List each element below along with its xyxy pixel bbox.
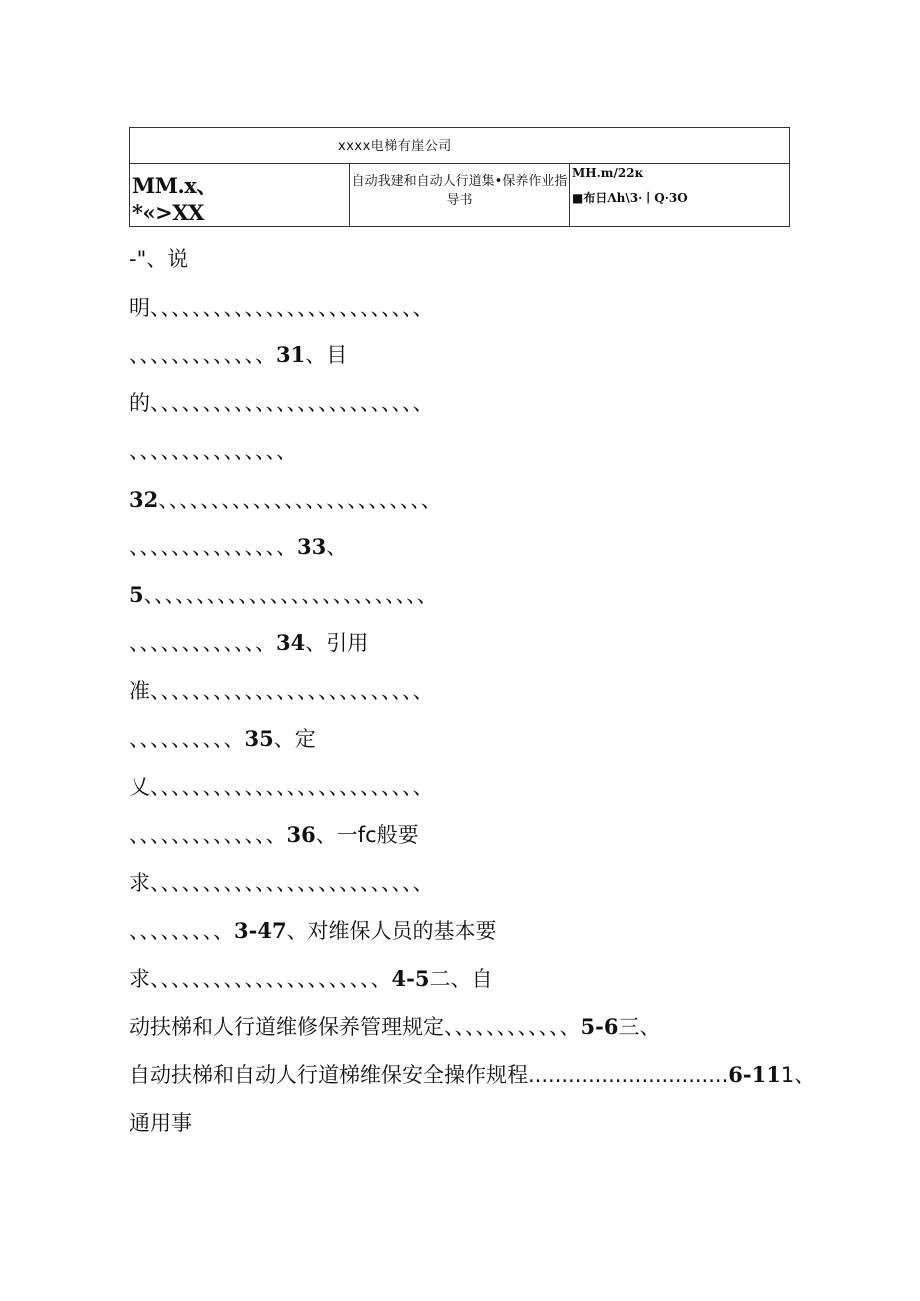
toc-line: 自动扶梯和自动人行道梯维保安全操作规程..............................6-111、 xyxy=(129,1062,816,1087)
toc-line: 32、、、、、、、、、、、、、、、、、、、、、、、、、、 xyxy=(129,487,442,512)
toc-line: 求、、、、、、、、、、、、、、、、、、、、、、、、、、 xyxy=(129,871,434,895)
doc-code-cell xyxy=(130,164,350,227)
toc-line: 动扶梯和人行道维修保养管理规定、、、、、、、、、、、、5-6三、 xyxy=(129,1014,661,1039)
toc-line: -"、说 xyxy=(129,247,189,271)
toc-line: 、、、、、、、、、、35、定 xyxy=(129,726,316,751)
document-code: MM.x、 *«>XX xyxy=(132,173,217,225)
toc-line: 、、、、、、、、、、、、、、36、一fc般要 xyxy=(129,822,419,847)
toc-line: 、、、、、、、、、、、、、、、 xyxy=(129,439,297,463)
toc-line: 乂、、、、、、、、、、、、、、、、、、、、、、、、、、 xyxy=(129,775,434,799)
toc-line: 准、、、、、、、、、、、、、、、、、、、、、、、、、、 xyxy=(129,679,434,703)
doc-meta-cell xyxy=(570,164,790,227)
toc-line: 求、、、、、、、、、、、、、、、、、、、、、、4-5二、自 xyxy=(129,966,493,991)
company-cell xyxy=(130,128,790,164)
doc-title-cell xyxy=(350,164,570,227)
doc-publish-date: ■布日Λh\3·丨Q·3O xyxy=(572,191,688,205)
doc-version: MH.m/22κ xyxy=(572,166,644,180)
toc-line: 、、、、、、、、、3-47、对维保人员的基本要 xyxy=(129,918,497,943)
toc-line: 、、、、、、、、、、、、、34、引用 xyxy=(129,630,369,655)
document-header-table xyxy=(129,127,790,227)
toc-line: 明、、、、、、、、、、、、、、、、、、、、、、、、、、 xyxy=(129,296,434,320)
document-title: 自动我建和自动人行道集•保养作业指导书 xyxy=(351,174,568,208)
company-name: xxxx电梯有崖公司 xyxy=(338,139,452,154)
toc-line: 、、、、、、、、、、、、、、、33、 xyxy=(129,534,348,559)
toc-line: 的、、、、、、、、、、、、、、、、、、、、、、、、、、 xyxy=(129,391,434,415)
toc-line: 5、、、、、、、、、、、、、、、、、、、、、、、、、、、 xyxy=(129,582,438,607)
toc-line: 通用事 xyxy=(129,1111,192,1135)
toc-line: 、、、、、、、、、、、、、31、目 xyxy=(129,342,348,367)
